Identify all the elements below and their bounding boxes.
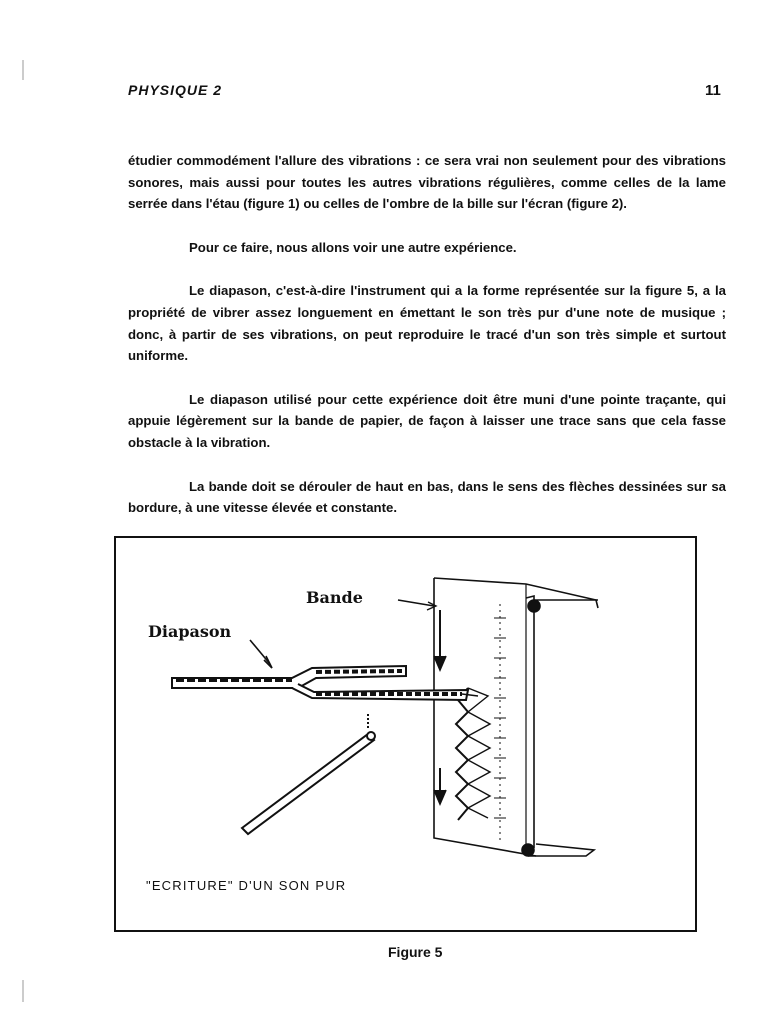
margin-mark bbox=[22, 60, 24, 80]
figure-inner-caption: "ECRITURE" D'UN SON PUR bbox=[146, 878, 347, 893]
label-diapason: Diapason bbox=[148, 622, 232, 641]
paper-strip bbox=[434, 578, 598, 856]
paragraph: Le diapason, c'est-à-dire l'instrument qui a la forme représentée sur la figure 5, a la propriété de vibrer assez longuement en émettant le son très pur d'une note de musique ; donc, à partir de ses vibrations, on peut reproduire le tracé d'un son très simple et surtout uniforme. bbox=[128, 283, 726, 364]
paragraph: Le diapason utilisé pour cette expérience doit être muni d'une pointe traçante, qui appuie légèrement sur la bande de papier, de façon à laisser une trace sans que cela fasse obstacle à la vibration. bbox=[128, 391, 726, 450]
figure-caption: Figure 5 bbox=[388, 944, 443, 960]
page-number: 11 bbox=[705, 82, 721, 99]
tuning-fork-illustration bbox=[116, 538, 695, 930]
diapason-pointer bbox=[250, 640, 270, 664]
running-header: PHYSIQUE 2 bbox=[128, 82, 223, 98]
stand-rod bbox=[242, 714, 375, 834]
tuning-fork bbox=[172, 666, 478, 700]
label-bande: Bande bbox=[306, 588, 363, 607]
body-text bbox=[128, 150, 726, 541]
figure-5 bbox=[114, 536, 697, 932]
paragraph: La bande doit se dérouler de haut en bas, dans le sens des flèches dessinées sur sa bordure, à une vitesse élevée et constante. bbox=[128, 478, 726, 516]
margin-mark bbox=[22, 980, 24, 1002]
paragraph: étudier commodément l'allure des vibrations : ce sera vrai non seulement pour des vibrations sonores, mais aussi pour toutes les autres vibrations régulières, comme celles de la lame serrée dans l'étau (figure 1) ou celles de l'ombre de la bille sur l'écran (figure 2). bbox=[128, 153, 726, 212]
paragraph: Pour ce faire, nous allons voir une autre expérience. bbox=[189, 239, 517, 255]
